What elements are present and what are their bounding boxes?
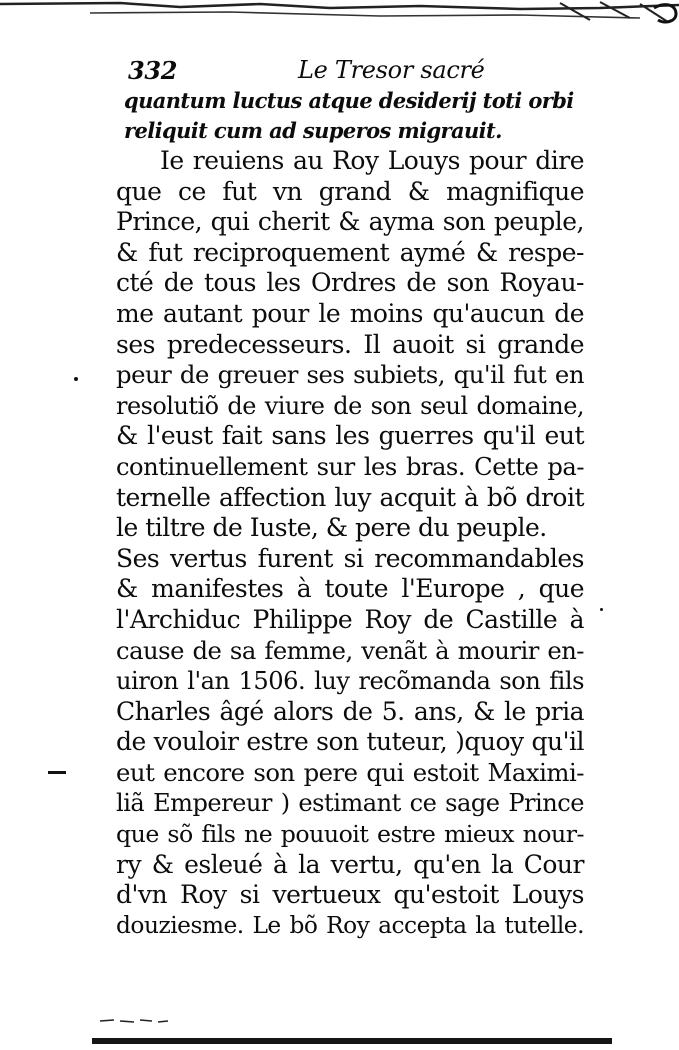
footer-ink-smudge — [100, 1019, 170, 1023]
text-line: ses predecesseurs. Il auoit si grande — [116, 329, 584, 359]
page-number: 332 — [128, 56, 178, 85]
text-line: Prince, qui cherit & ayma son peuple, — [116, 207, 584, 237]
page-body-text — [116, 86, 584, 941]
page-bottom-edge — [92, 1038, 612, 1044]
paragraph-archduke-philip — [116, 544, 584, 942]
scan-edge-artifact — [0, 0, 679, 26]
running-title: Le Tresor sacré — [298, 56, 485, 84]
page-header — [128, 56, 568, 90]
margin-mark — [600, 608, 603, 611]
text-line: eut encore son pere qui estoit Maximi- — [116, 757, 584, 787]
text-line: uiron l'an 1506. luy recõmanda son fils — [116, 667, 584, 696]
text-line: que ce fut vn grand & magnifique — [116, 176, 584, 206]
text-line: d'vn Roy si vertueux qu'estoit Louys — [116, 880, 584, 910]
text-line: ternelle affection luy acquit à bõ droit — [116, 482, 584, 512]
paragraph-louis-virtues — [116, 146, 584, 544]
text-line: ry & esleué à la vertu, qu'en la Cour — [116, 849, 584, 879]
text-line: Charles âgé alors de 5. ans, & le pria — [116, 696, 584, 726]
text-line: liã Empereur ) estimant ce sage Prince — [116, 789, 584, 818]
text-line: cause de sa femme, venãt à mourir en- — [116, 635, 584, 665]
text-line: le tiltre de Iuste, & pere du peuple. — [116, 513, 547, 543]
text-line: me autant pour le moins qu'aucun de — [116, 298, 584, 328]
text-line: Ses vertus furent si recommandables — [116, 543, 584, 573]
text-line: peur de greuer ses subiets, qu'il fut en — [116, 360, 584, 390]
margin-mark — [48, 771, 66, 774]
text-line: & l'eust fait sans les guerres qu'il eut — [116, 421, 584, 451]
text-line: Ie reuiens au Roy Louys pour dire — [160, 146, 584, 175]
latin-quote-line: quantum luctus atque desiderij toti orbi — [124, 88, 574, 113]
text-line: cté de tous les Ordres de son Royau- — [116, 268, 584, 298]
text-line: que sõ fils ne pouuoit estre mieux nour- — [116, 820, 584, 849]
text-line: & fut reciproquement aymé & respe- — [116, 237, 584, 267]
text-line: l'Archiduc Philippe Roy de Castille à — [116, 604, 584, 634]
text-line: de vouloir estre son tuteur, )quoy qu'il — [116, 727, 584, 757]
text-line: continuellement sur les bras. Cette pa- — [116, 452, 584, 481]
text-line: & manifestes à toute l'Europe , que — [116, 574, 584, 604]
text-line: resolutiõ de viure de son seul domaine, — [116, 391, 584, 420]
text-line: douziesme. Le bõ Roy accepta la tutelle. — [116, 911, 584, 939]
latin-quote-line: reliquit cum ad superos migrauit. — [124, 118, 502, 143]
margin-mark — [74, 377, 78, 381]
